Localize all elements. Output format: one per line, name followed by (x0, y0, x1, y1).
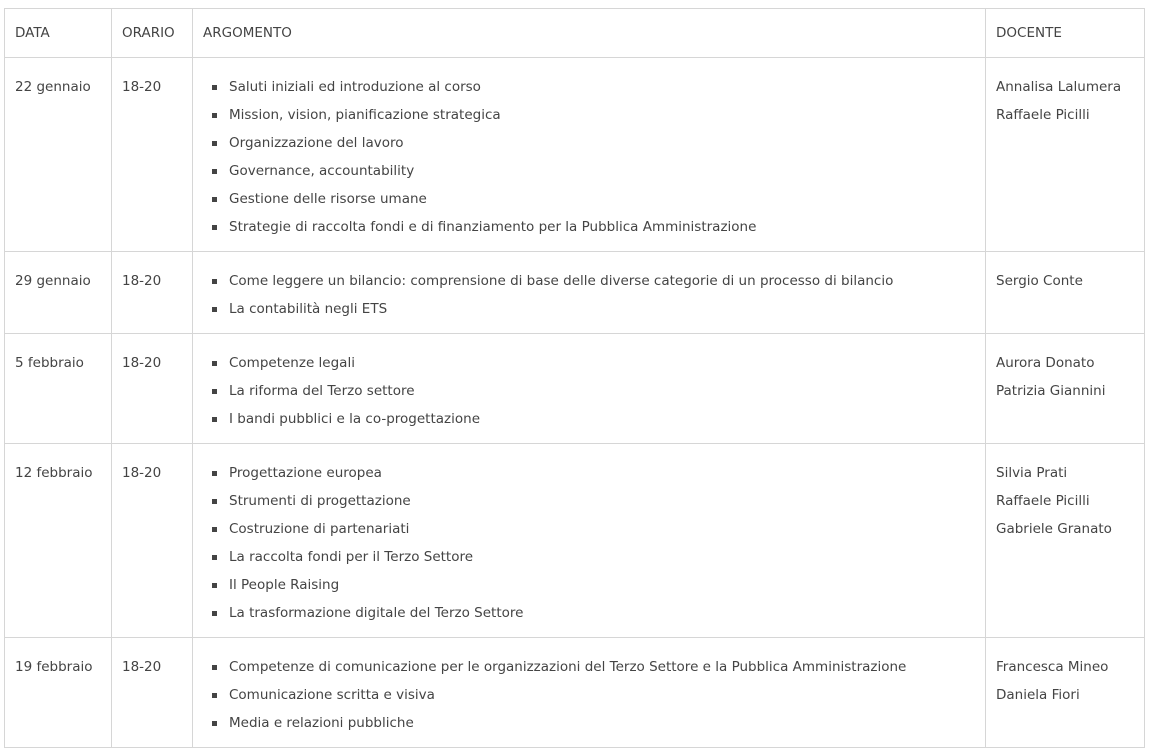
square-bullet-icon (212, 389, 217, 394)
topic-text: La riforma del Terzo settore (229, 383, 415, 399)
square-bullet-icon (212, 113, 217, 118)
topic-text: Il People Raising (229, 577, 340, 593)
list-item (229, 295, 975, 323)
list-item (229, 653, 975, 681)
table-row (5, 638, 1145, 748)
square-bullet-icon (212, 279, 217, 284)
teacher-name: Annalisa Lalumera (996, 79, 1122, 95)
teacher-name: Daniela Fiori (996, 687, 1080, 703)
table-row (5, 444, 1145, 638)
cell-teachers (986, 334, 1145, 444)
topic-text: Organizzazione del lavoro (229, 135, 404, 151)
square-bullet-icon (212, 583, 217, 588)
square-bullet-icon (212, 417, 217, 422)
topic-list (203, 349, 975, 433)
cell-time: 18-20 (112, 58, 193, 252)
square-bullet-icon (212, 555, 217, 560)
topic-text: La raccolta fondi per il Terzo Settore (229, 549, 474, 565)
teacher-name: Francesca Mineo (996, 659, 1109, 675)
topic-text: Saluti iniziali ed introduzione al corso (229, 79, 481, 95)
schedule-table (4, 8, 1145, 748)
list-item (229, 73, 975, 101)
list-item (229, 405, 975, 433)
list-item (229, 213, 975, 241)
topic-text: La trasformazione digitale del Terzo Settore (229, 605, 524, 621)
topic-list (203, 267, 975, 323)
square-bullet-icon (212, 527, 217, 532)
teacher-name: Raffaele Picilli (996, 107, 1090, 123)
list-item (229, 157, 975, 185)
cell-date: 19 febbraio (5, 638, 112, 748)
cell-teachers (986, 58, 1145, 252)
list-item (229, 349, 975, 377)
cell-teachers (986, 444, 1145, 638)
cell-topics (193, 252, 986, 334)
list-item (229, 267, 975, 295)
header-teacher: DOCENTE (986, 9, 1145, 58)
cell-time: 18-20 (112, 252, 193, 334)
teacher-name: Aurora Donato (996, 355, 1095, 371)
topic-text: Strategie di raccolta fondi e di finanziamento per la Pubblica Amministrazione (229, 219, 757, 235)
table-body (5, 58, 1145, 748)
list-item (229, 185, 975, 213)
square-bullet-icon (212, 307, 217, 312)
topic-list (203, 459, 975, 627)
header-row (5, 9, 1145, 58)
cell-teachers (986, 638, 1145, 748)
list-item (229, 515, 975, 543)
square-bullet-icon (212, 361, 217, 366)
header-time: ORARIO (112, 9, 193, 58)
teacher-name: Silvia Prati (996, 465, 1068, 481)
teacher-name: Patrizia Giannini (996, 383, 1106, 399)
teacher-name: Sergio Conte (996, 273, 1083, 289)
cell-time: 18-20 (112, 334, 193, 444)
table-row (5, 58, 1145, 252)
list-item (229, 129, 975, 157)
list-item (229, 681, 975, 709)
square-bullet-icon (212, 721, 217, 726)
cell-topics (193, 334, 986, 444)
topic-text: Strumenti di progettazione (229, 493, 411, 509)
table-row (5, 252, 1145, 334)
topic-text: Competenze legali (229, 355, 355, 371)
cell-date: 29 gennaio (5, 252, 112, 334)
topic-text: Comunicazione scritta e visiva (229, 687, 435, 703)
topic-text: Costruzione di partenariati (229, 521, 410, 537)
topic-list (203, 73, 975, 241)
header-date: DATA (5, 9, 112, 58)
list-item (229, 543, 975, 571)
cell-date: 12 febbraio (5, 444, 112, 638)
cell-date: 5 febbraio (5, 334, 112, 444)
topic-text: I bandi pubblici e la co-progettazione (229, 411, 481, 427)
cell-time: 18-20 (112, 638, 193, 748)
square-bullet-icon (212, 169, 217, 174)
topic-text: La contabilità negli ETS (229, 301, 388, 317)
square-bullet-icon (212, 471, 217, 476)
square-bullet-icon (212, 85, 217, 90)
square-bullet-icon (212, 665, 217, 670)
list-item (229, 487, 975, 515)
list-item (229, 709, 975, 737)
list-item (229, 459, 975, 487)
topic-list (203, 653, 975, 737)
table-row (5, 334, 1145, 444)
topic-text: Governance, accountability (229, 163, 415, 179)
list-item (229, 599, 975, 627)
square-bullet-icon (212, 141, 217, 146)
cell-teachers (986, 252, 1145, 334)
square-bullet-icon (212, 693, 217, 698)
topic-text: Gestione delle risorse umane (229, 191, 427, 207)
square-bullet-icon (212, 197, 217, 202)
table-header (5, 9, 1145, 58)
cell-topics (193, 444, 986, 638)
cell-topics (193, 638, 986, 748)
cell-topics (193, 58, 986, 252)
header-topic: ARGOMENTO (193, 9, 986, 58)
list-item (229, 377, 975, 405)
topic-text: Competenze di comunicazione per le organizzazioni del Terzo Settore e la Pubblica Amministrazione (229, 659, 907, 675)
topic-text: Come leggere un bilancio: comprensione di base delle diverse categorie di un processo di bilancio (229, 273, 894, 289)
topic-text: Progettazione europea (229, 465, 382, 481)
teacher-name: Raffaele Picilli (996, 493, 1090, 509)
list-item (229, 101, 975, 129)
square-bullet-icon (212, 499, 217, 504)
topic-text: Media e relazioni pubbliche (229, 715, 414, 731)
square-bullet-icon (212, 225, 217, 230)
cell-date: 22 gennaio (5, 58, 112, 252)
square-bullet-icon (212, 611, 217, 616)
list-item (229, 571, 975, 599)
teacher-name: Gabriele Granato (996, 521, 1112, 537)
topic-text: Mission, vision, pianificazione strategica (229, 107, 501, 123)
cell-time: 18-20 (112, 444, 193, 638)
